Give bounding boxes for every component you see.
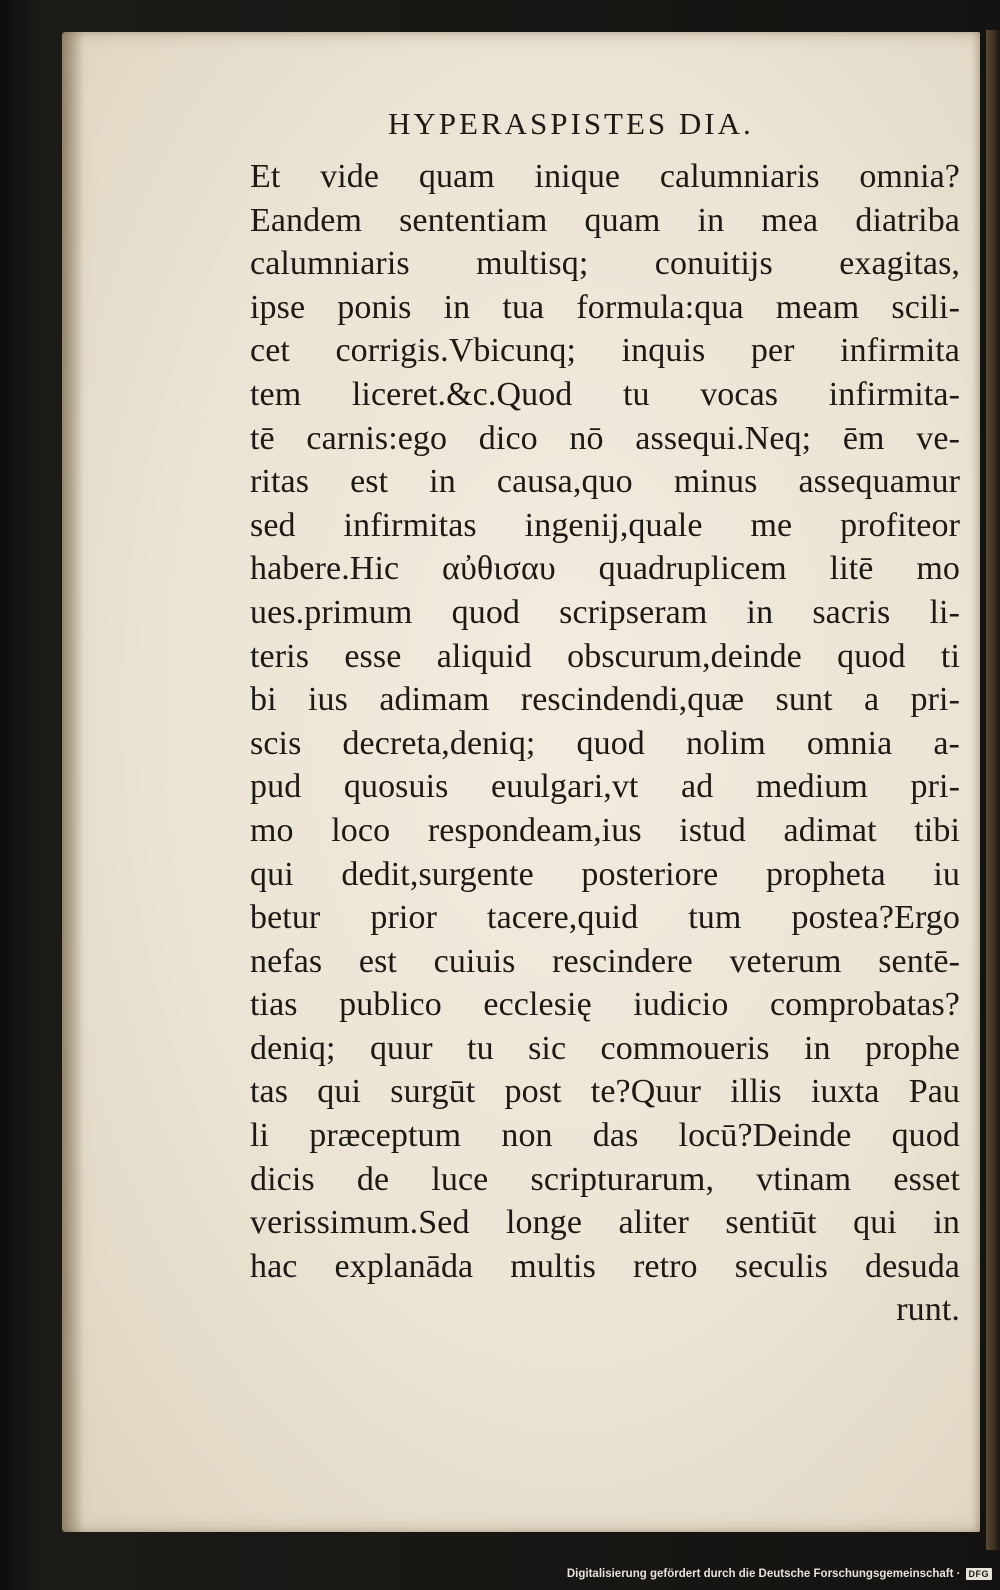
text-line: deniq; quur tu sic commoueris in prophe <box>250 1029 960 1067</box>
text-line: Eandem sententiam quam in mea diatriba <box>250 201 960 239</box>
text-line: tias publico ecclesię iudicio comprobatas? <box>250 986 960 1024</box>
running-head: HYPERASPISTES DIA. <box>388 106 754 141</box>
text-line: tas qui surgūt post te?Quur illis iuxta Pau <box>250 1073 960 1111</box>
text-line: li præceptum non das locū?Deinde quod <box>250 1117 960 1155</box>
text-line: tem liceret.&c.Quod tu vocas infirmita- <box>250 375 960 413</box>
text-line: betur prior tacere,quid tum postea?Ergo <box>250 899 960 937</box>
text-line-final: runt. <box>896 1291 960 1329</box>
text-line: hac explanāda multis retro seculis desuda <box>250 1247 960 1285</box>
text-line: Et vide quam inique calumniaris omnia? <box>250 158 960 195</box>
dfg-logo-icon: DFG <box>966 1568 993 1580</box>
text-line: qui dedit,surgente posteriore propheta iu <box>250 855 960 893</box>
text-line: habere.Hic αὐθισαυ quadruplicem litē mo <box>250 550 960 588</box>
text-line: calumniaris multisq; conuitijs exagitas, <box>250 245 960 283</box>
credit-text: Digitalisierung gefördert durch die Deutsche Forschungsgemeinschaft · <box>566 1568 961 1580</box>
text-line: verissimum.Sed longe aliter sentiūt qui in <box>250 1204 960 1242</box>
text-line: mo loco respondeam,ius istud adimat tibi <box>250 811 960 849</box>
text-line: cet corrigis.Vbicunq; inquis per infirmita <box>250 332 960 370</box>
text-block <box>250 155 960 1332</box>
text-line: tē carnis:ego dico nō assequi.Neq; ēm ve- <box>250 419 960 457</box>
text-line: ipse ponis in tua formula:qua meam scili- <box>250 288 960 326</box>
text-line: teris esse aliquid obscurum,deinde quod ti <box>250 637 960 675</box>
book-edge <box>986 30 1000 1550</box>
text-line: ues.primum quod scripseram in sacris li- <box>250 593 960 631</box>
text-line: bi ius adimam rescindendi,quæ sunt a pri- <box>250 681 960 719</box>
text-line: sed infirmitas ingenij,quale me profiteor <box>250 506 960 544</box>
text-line: pud quosuis euulgari,vt ad medium pri- <box>250 768 960 806</box>
digitization-credit <box>567 1564 992 1584</box>
text-line: nefas est cuiuis rescindere veterum sentē- <box>250 942 960 980</box>
text-line: ritas est in causa,quo minus assequamur <box>250 463 960 501</box>
text-line: scis decreta,deniq; quod nolim omnia a- <box>250 724 960 762</box>
text-line: dicis de luce scripturarum, vtinam esset <box>250 1160 960 1198</box>
